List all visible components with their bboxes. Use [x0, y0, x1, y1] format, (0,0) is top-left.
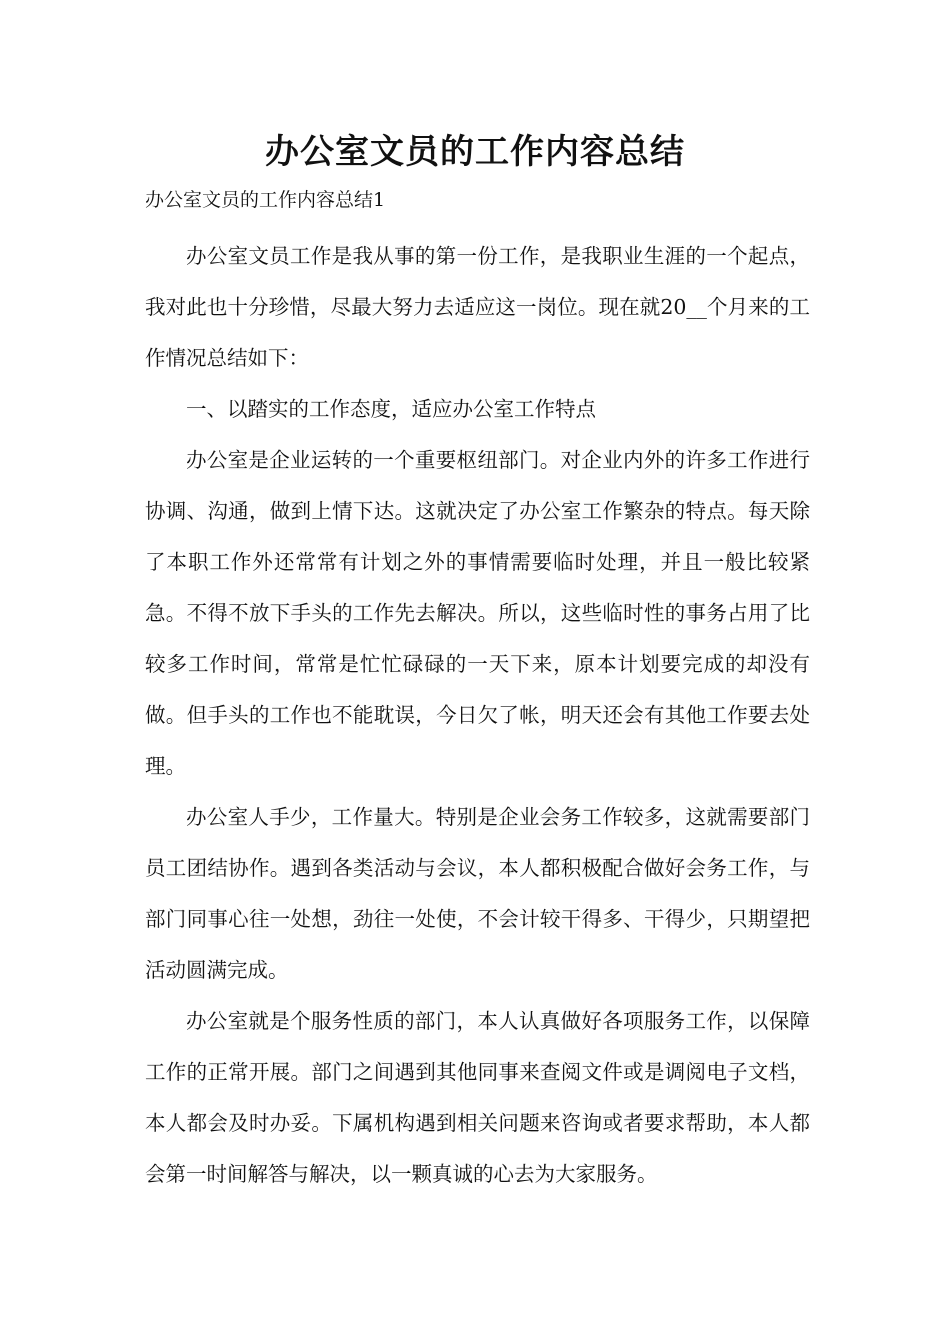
paragraph-service: 办公室就是个服务性质的部门，本人认真做好各项服务工作，以保障工作的正常开展。部门之间遇到其他同事来查阅文件或是调阅电子文档，本人都会及时办妥。下属机构遇到相关问题来咨询或者要求帮助，本人都会第一时间解答与解决，以一颗真诚的心去为大家服务。 [145, 1009, 810, 1186]
paragraph-teamwork: 办公室人手少，工作量大。特别是企业会务工作较多，这就需要部门员工团结协作。遇到各类活动与会议，本人都积极配合做好会务工作，与部门同事心往一处想，劲往一处使，不会计较干得多、干得少，只期望把活动圆满完成。 [145, 805, 810, 982]
section-subtitle: 办公室文员的工作内容总结1 [145, 189, 386, 211]
section-heading-1: 一、以踏实的工作态度，适应办公室工作特点 [186, 397, 596, 421]
document-body [145, 231, 810, 1200]
paragraph-office-hub: 办公室是企业运转的一个重要枢纽部门。对企业内外的许多工作进行协调、沟通，做到上情下达。这就决定了办公室工作繁杂的特点。每天除了本职工作外还常常有计划之外的事情需要临时处理，并且一般比较紧急。不得不放下手头的工作先去解决。所以，这些临时性的事务占用了比较多工作时间，常常是忙忙碌碌的一天下来，原本计划要完成的却没有做。但手头的工作也不能耽误，今日欠了帐，明天还会有其他工作要去处理。 [145, 448, 810, 778]
paragraph-intro: 办公室文员工作是我从事的第一份工作，是我职业生涯的一个起点，我对此也十分珍惜，尽最大努力去适应这一岗位。现在就20__个月来的工作情况总结如下： [145, 244, 810, 370]
document-title: 办公室文员的工作内容总结 [265, 132, 685, 172]
